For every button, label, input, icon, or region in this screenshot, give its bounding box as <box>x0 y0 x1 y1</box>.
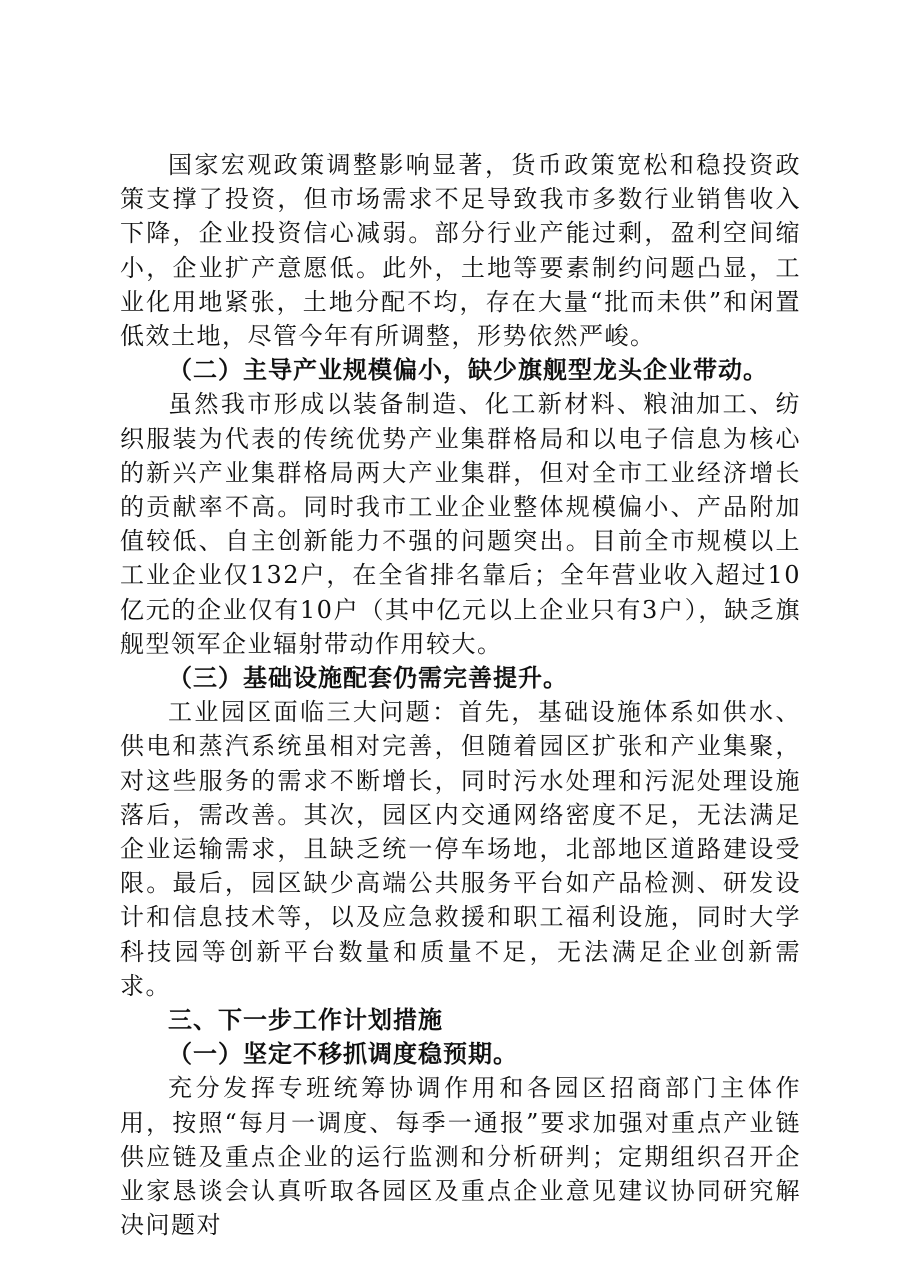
paragraph-coordination: 充分发挥专班统筹协调作用和各园区招商部门主体作用，按照“每月一调度、每季一通报”要求加强对重点产业链供应链及重点企业的运行监测和分析研判；定期组织召开企业家恳谈会认真听取各园区及重点企业意见建议协同研究解决问题对 <box>120 1074 801 1240</box>
subheading-infrastructure: （三）基础设施配套仍需完善提升。 <box>168 663 568 693</box>
paragraph-park-issues: 工业园区面临三大问题：首先，基础设施体系如供水、供电和蒸汽系统虽相对完善，但随着园区扩张和产业集聚，对这些服务的需求不断增长，同时污水处理和污泥处理设施落后，需改善。其次，园区内交通网络密度不足，无法满足企业运输需求，且缺乏统一停车场地，北部地区道路建设受限。最后，园区缺少高端公共服务平台如产品检测、研发设计和信息技术等，以及应急救援和职工福利设施，同时大学科技园等创新平台数量和质量不足，无法满足企业创新需求。 <box>120 698 801 1000</box>
subheading-scheduling: （一）坚定不移抓调度稳预期。 <box>168 1039 518 1069</box>
paragraph-industry-clusters: 虽然我市形成以装备制造、化工新材料、粮油加工、纺织服装为代表的传统优势产业集群格局和以电子信息为核心的新兴产业集群格局两大产业集群，但对全市工业经济增长的贡献率不高。同时我市工业企业整体规模偏小、产品附加值较低、自主创新能力不强的问题突出。目前全市规模以上工业企业仅132户，在全省排名靠后；全年营业收入超过10亿元的企业仅有10户（其中亿元以上企业只有3户），缺乏旗舰型领军企业辐射带动作用较大。 <box>120 390 801 658</box>
subheading-industry-scale: （二）主导产业规模偏小，缺少旗舰型龙头企业带动。 <box>168 355 768 385</box>
section-heading-next-steps: 三、下一步工作计划措施 <box>168 1006 443 1035</box>
document-body <box>120 148 801 1243</box>
paragraph-policy-impact: 国家宏观政策调整影响显著，货币政策宽松和稳投资政策支撑了投资，但市场需求不足导致我市多数行业销售收入下降，企业投资信心减弱。部分行业产能过剩，盈利空间缩小，企业扩产意愿低。此外，土地等要素制约问题凸显，工业化用地紧张，土地分配不均，存在大量“批而未供”和闲置低效土地，尽管今年有所调整，形势依然严峻。 <box>120 151 801 351</box>
